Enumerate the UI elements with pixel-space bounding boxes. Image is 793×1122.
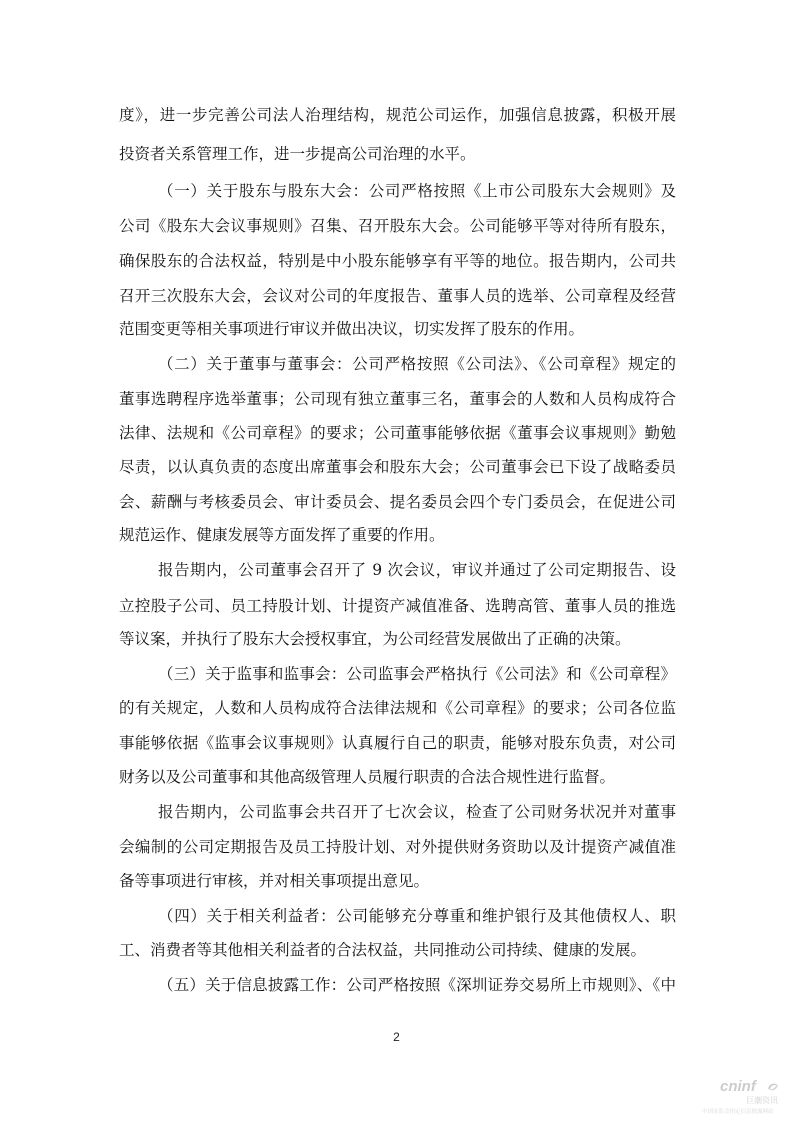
text-line: 报告期内，公司董事会召开了 9 次会议，审议并通过了公司定期报告、设: [158, 561, 676, 579]
text-line: 财务以及公司董事和其他高级管理人员履行职责的合法合规性进行监督。: [119, 768, 616, 786]
text-line: 会编制的公司定期报告及员工持股计划、对外提供财务资助以及计提资产减值准: [119, 838, 676, 856]
watermark-subtitle: 巨潮资讯: [746, 1096, 778, 1105]
text-line: 立控股子公司、员工持股计划、计提资产减值准备、选聘高管、董事人员的推选: [119, 597, 676, 615]
text-line: 度》，进一步完善公司法人治理结构，规范公司运作，加强信息披露，积极开展: [119, 106, 676, 124]
cninf-logo: cninf: [720, 1078, 756, 1095]
text-line: （三）关于监事和监事会：公司监事会严格执行《公司法》和《公司章程》: [158, 665, 676, 683]
text-line: 尽责，以认真负责的态度出席董事会和股东大会；公司董事会已下设了战略委员: [119, 458, 676, 476]
text-line: 等议案，并执行了股东大会授权事宜，为公司经营发展做出了正确的决策。: [119, 630, 631, 648]
text-line: 会、薪酬与考核委员会、审计委员会、提名委员会四个专门委员会，在促进公司: [119, 493, 676, 511]
text-line: 备等事项进行审核，并对相关事项提出意见。: [119, 872, 430, 890]
text-line: 召开三次股东大会，会议对公司的年度报告、董事人员的选举、公司章程及经营: [119, 287, 676, 305]
text-line: 投资者关系管理工作，进一步提高公司治理的水平。: [119, 145, 476, 163]
text-line: 董事选聘程序选举董事；公司现有独立董事三名，董事会的人数和人员构成符合: [119, 390, 676, 408]
text-line: 工、消费者等其他相关利益者的合法权益，共同推动公司持续、健康的发展。: [119, 941, 647, 959]
text-line: 规范运作、健康发展等方面发挥了重要的作用。: [119, 526, 445, 544]
watermark: [702, 1078, 788, 1118]
text-line: （一）关于股东与股东大会：公司严格按照《上市公司股东大会规则》及: [158, 182, 676, 200]
page-number: 2: [393, 1030, 400, 1044]
text-line: 报告期内，公司监事会共召开了七次会议，检查了公司财务状况并对董事: [158, 803, 676, 821]
text-line: 公司《股东大会议事规则》召集、召开股东大会。公司能够平等对待所有股东，: [119, 217, 676, 235]
cninf-swirl-icon: [766, 1080, 780, 1094]
text-line: 范围变更等相关事项进行审议并做出决议，切实发挥了股东的作用。: [119, 320, 585, 338]
text-line: 事能够依据《监事会议事规则》认真履行自己的职责，能够对股东负责，对公司: [119, 734, 676, 752]
text-line: 确保股东的合法权益，特别是中小股东能够享有平等的地位。报告期内，公司共: [119, 252, 676, 270]
text-line: 法律、法规和《公司章程》的要求；公司董事能够依据《董事会议事规则》勤勉: [119, 424, 676, 442]
text-line: （四）关于相关利益者：公司能够充分尊重和维护银行及其他债权人、职: [158, 907, 676, 925]
watermark-footer: 中国证监会指定信息披露网站: [702, 1109, 774, 1115]
text-line: （五）关于信息披露工作：公司严格按照《深圳证券交易所上市规则》、《中: [158, 976, 676, 994]
text-line: （二）关于董事与董事会：公司严格按照《公司法》、《公司章程》规定的: [158, 355, 676, 373]
text-line: 的有关规定，人数和人员构成符合法律法规和《公司章程》的要求；公司各位监: [119, 699, 676, 717]
